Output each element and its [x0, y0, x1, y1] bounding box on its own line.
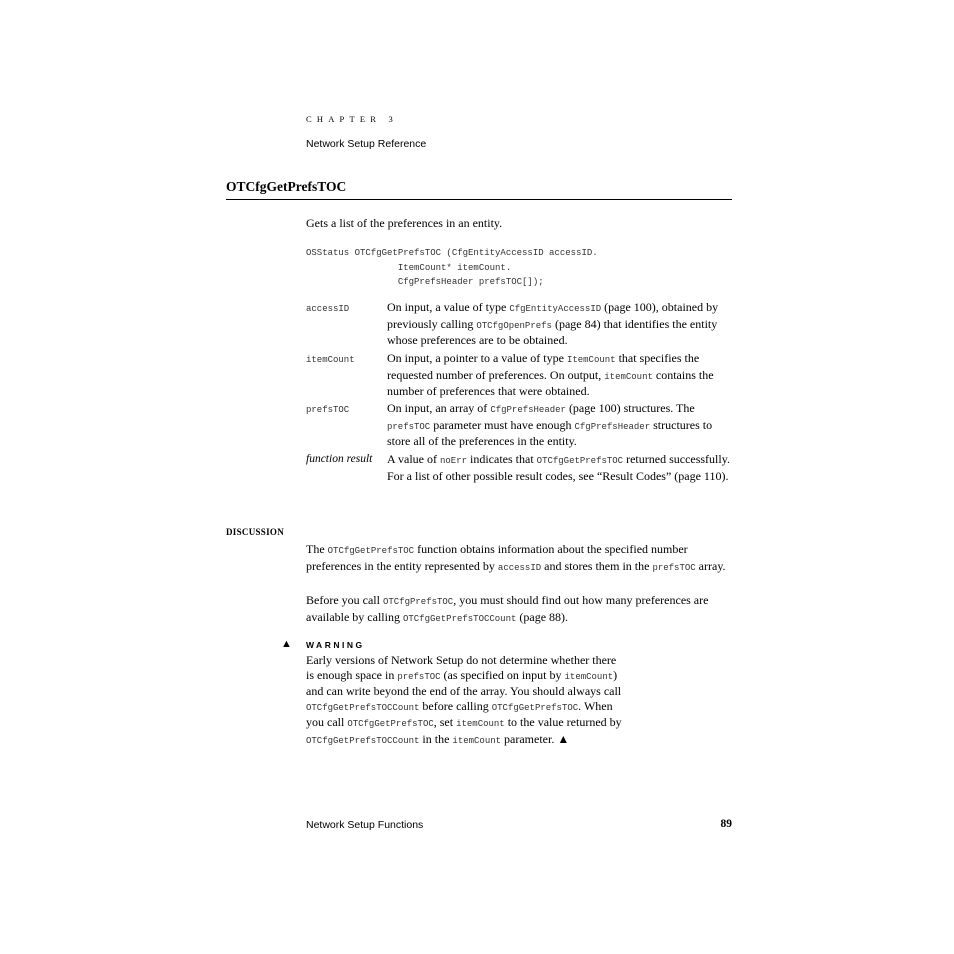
warning-body: Early versions of Network Setup do not determine whether there is enough space in prefsTOC (as specified on input by itemCount) and can write beyond the end of the array. You should always call OTCfgGetPrefsTOCCount before calling OTCfgGetPrefsTOC. When you call OTCfgGetPrefsTOC, set itemCount to the value returned by OTCfgGetPrefsTOCCount in the itemCount parameter. ▲ [306, 653, 622, 746]
discussion-paragraph-2: Before you call OTCfgPrefsTOC, you must should find out how many preferences are available by calling OTCfgGetPrefsTOCCount (page 88). [306, 593, 709, 624]
running-header: Network Setup Reference [306, 138, 427, 150]
param-desc-function-result: A value of noErr indicates that OTCfgGetPrefsTOC returned successfully. For a list of other possible result codes, see “Result Codes” (page 110). [387, 452, 730, 483]
function-prototype: OSStatus OTCfgGetPrefsTOC (CfgEntityAccessID accessID. ItemCount* itemCount. CfgPrefsHeader prefsTOC[]); [306, 248, 598, 287]
param-desc-prefstoc: On input, an array of CfgPrefsHeader (page 100) structures. The prefsTOC parameter must have enough CfgPrefsHeader structures to store all of the preferences in the entity. [387, 401, 713, 449]
param-desc-itemcount: On input, a pointer to a value of type ItemCount that specifies the requested number of preferences. On output, itemCount contains the number of preferences that were obtained. [387, 351, 714, 399]
warning-triangle-icon: ▲ [281, 638, 292, 650]
discussion-heading: DISCUSSION [226, 527, 285, 537]
page-number: 89 [720, 818, 732, 830]
footer-section-title: Network Setup Functions [306, 819, 424, 831]
function-summary: Gets a list of the preferences in an entity. [306, 216, 503, 230]
title-rule [226, 199, 732, 200]
param-term-prefstoc: prefsTOC [306, 405, 350, 415]
param-term-itemcount: itemCount [306, 355, 355, 365]
param-term-function-result: function result [306, 453, 373, 465]
param-desc-accessid: On input, a value of type CfgEntityAccessID (page 100), obtained by previously calling OTCfgOpenPrefs (page 84) that identifies the entity whose preferences are to be obtained. [387, 300, 719, 348]
param-term-accessid: accessID [306, 304, 350, 314]
function-title: OTCfgGetPrefsTOC [226, 179, 347, 194]
chapter-label: CHAPTER 3 [306, 114, 398, 124]
discussion-paragraph-1: The OTCfgGetPrefsTOC function obtains information about the specified number preferences in the entity represented by accessID and stores them in the prefsTOC array. [306, 542, 726, 573]
warning-heading: WARNING [306, 640, 365, 650]
